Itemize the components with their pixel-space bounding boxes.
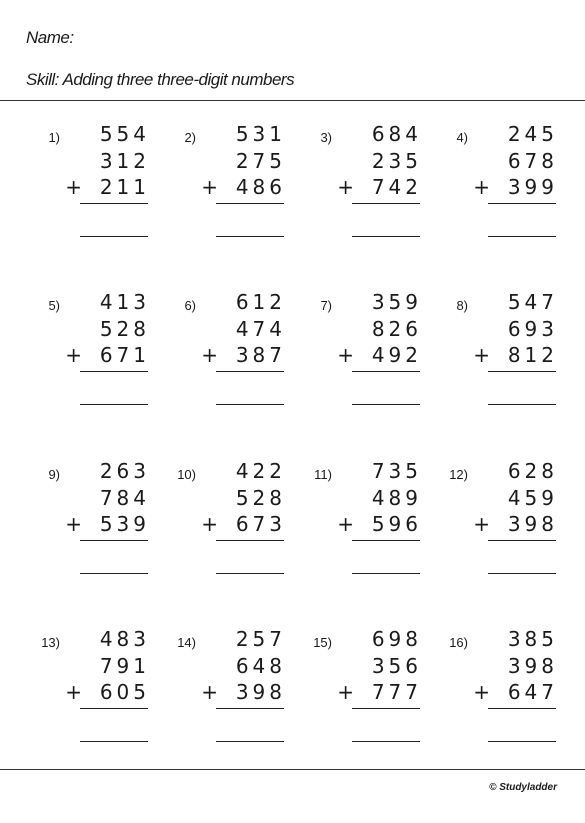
answer-blank[interactable] xyxy=(488,236,556,237)
problem-number: 7) xyxy=(320,298,332,313)
second-addend: 528 xyxy=(235,486,286,510)
problem-item xyxy=(438,290,558,420)
plus-sign: + xyxy=(337,512,354,536)
plus-sign: + xyxy=(65,680,82,704)
sum-rule xyxy=(80,540,148,541)
plus-sign: + xyxy=(65,175,82,199)
plus-sign: + xyxy=(337,680,354,704)
third-addend: 673 xyxy=(235,512,286,536)
problem-item xyxy=(30,627,150,757)
problem-number: 2) xyxy=(184,130,196,145)
answer-blank[interactable] xyxy=(352,236,420,237)
third-addend: 596 xyxy=(371,512,422,536)
problem-number: 14) xyxy=(177,635,196,650)
first-addend: 684 xyxy=(371,122,422,146)
third-addend: 399 xyxy=(507,175,558,199)
problem-item xyxy=(438,627,558,757)
third-addend: 387 xyxy=(235,343,286,367)
third-addend: 492 xyxy=(371,343,422,367)
problem-item xyxy=(30,290,150,420)
second-addend: 459 xyxy=(507,486,558,510)
problem-item xyxy=(302,290,422,420)
problem-number: 4) xyxy=(456,130,468,145)
answer-blank[interactable] xyxy=(488,404,556,405)
plus-sign: + xyxy=(65,512,82,536)
answer-blank[interactable] xyxy=(352,741,420,742)
sum-rule xyxy=(488,708,556,709)
first-addend: 257 xyxy=(235,627,286,651)
problem-number: 16) xyxy=(449,635,468,650)
plus-sign: + xyxy=(201,175,218,199)
second-addend: 489 xyxy=(371,486,422,510)
answer-blank[interactable] xyxy=(216,573,284,574)
problem-number: 3) xyxy=(320,130,332,145)
footer-divider xyxy=(0,769,585,770)
sum-rule xyxy=(488,371,556,372)
first-addend: 628 xyxy=(507,459,558,483)
problem-number: 5) xyxy=(48,298,60,313)
problem-number: 8) xyxy=(456,298,468,313)
problem-item xyxy=(30,459,150,589)
second-addend: 528 xyxy=(99,317,150,341)
third-addend: 742 xyxy=(371,175,422,199)
sum-rule xyxy=(80,203,148,204)
problem-item xyxy=(302,459,422,589)
third-addend: 486 xyxy=(235,175,286,199)
third-addend: 211 xyxy=(99,175,150,199)
problem-number: 11) xyxy=(314,467,332,482)
second-addend: 356 xyxy=(371,654,422,678)
plus-sign: + xyxy=(201,343,218,367)
first-addend: 698 xyxy=(371,627,422,651)
problem-item xyxy=(166,627,286,757)
problem-item xyxy=(166,122,286,252)
first-addend: 385 xyxy=(507,627,558,651)
second-addend: 826 xyxy=(371,317,422,341)
problem-number: 6) xyxy=(184,298,196,313)
problem-item xyxy=(438,122,558,252)
problem-item xyxy=(166,459,286,589)
first-addend: 554 xyxy=(99,122,150,146)
answer-blank[interactable] xyxy=(80,404,148,405)
sum-rule xyxy=(352,371,420,372)
second-addend: 312 xyxy=(99,149,150,173)
second-addend: 678 xyxy=(507,149,558,173)
plus-sign: + xyxy=(473,343,490,367)
answer-blank[interactable] xyxy=(216,404,284,405)
plus-sign: + xyxy=(473,512,490,536)
first-addend: 612 xyxy=(235,290,286,314)
first-addend: 422 xyxy=(235,459,286,483)
problem-item xyxy=(438,459,558,589)
sum-rule xyxy=(80,371,148,372)
plus-sign: + xyxy=(201,680,218,704)
first-addend: 547 xyxy=(507,290,558,314)
answer-blank[interactable] xyxy=(80,573,148,574)
sum-rule xyxy=(488,540,556,541)
sum-rule xyxy=(352,203,420,204)
sum-rule xyxy=(216,540,284,541)
problem-number: 1) xyxy=(48,130,60,145)
problem-item xyxy=(302,122,422,252)
second-addend: 791 xyxy=(99,654,150,678)
third-addend: 671 xyxy=(99,343,150,367)
problem-item xyxy=(30,122,150,252)
sum-rule xyxy=(216,371,284,372)
problem-item xyxy=(166,290,286,420)
sum-rule xyxy=(216,708,284,709)
problem-number: 9) xyxy=(48,467,60,482)
problem-item xyxy=(302,627,422,757)
plus-sign: + xyxy=(337,343,354,367)
first-addend: 359 xyxy=(371,290,422,314)
problem-number: 10) xyxy=(177,467,196,482)
answer-blank[interactable] xyxy=(352,404,420,405)
sum-rule xyxy=(216,203,284,204)
third-addend: 777 xyxy=(371,680,422,704)
second-addend: 275 xyxy=(235,149,286,173)
copyright-notice: © Studyladder xyxy=(489,782,557,793)
plus-sign: + xyxy=(473,680,490,704)
third-addend: 539 xyxy=(99,512,150,536)
second-addend: 398 xyxy=(507,654,558,678)
sum-rule xyxy=(488,203,556,204)
answer-blank[interactable] xyxy=(80,741,148,742)
second-addend: 235 xyxy=(371,149,422,173)
problem-number: 15) xyxy=(313,635,332,650)
second-addend: 474 xyxy=(235,317,286,341)
plus-sign: + xyxy=(65,343,82,367)
first-addend: 245 xyxy=(507,122,558,146)
first-addend: 735 xyxy=(371,459,422,483)
answer-blank[interactable] xyxy=(216,741,284,742)
answer-blank[interactable] xyxy=(80,236,148,237)
third-addend: 398 xyxy=(507,512,558,536)
third-addend: 647 xyxy=(507,680,558,704)
second-addend: 693 xyxy=(507,317,558,341)
plus-sign: + xyxy=(473,175,490,199)
plus-sign: + xyxy=(201,512,218,536)
second-addend: 784 xyxy=(99,486,150,510)
name-label: Name: xyxy=(26,28,74,47)
sum-rule xyxy=(352,540,420,541)
sum-rule xyxy=(352,708,420,709)
answer-blank[interactable] xyxy=(488,741,556,742)
sum-rule xyxy=(80,708,148,709)
problem-number: 12) xyxy=(449,467,468,482)
problem-number: 13) xyxy=(41,635,60,650)
third-addend: 605 xyxy=(99,680,150,704)
first-addend: 413 xyxy=(99,290,150,314)
header-divider xyxy=(0,100,585,101)
second-addend: 648 xyxy=(235,654,286,678)
third-addend: 398 xyxy=(235,680,286,704)
first-addend: 531 xyxy=(235,122,286,146)
answer-blank[interactable] xyxy=(352,573,420,574)
answer-blank[interactable] xyxy=(216,236,284,237)
plus-sign: + xyxy=(337,175,354,199)
third-addend: 812 xyxy=(507,343,558,367)
answer-blank[interactable] xyxy=(488,573,556,574)
first-addend: 483 xyxy=(99,627,150,651)
skill-label: Skill: Adding three three-digit numbers xyxy=(26,70,295,89)
first-addend: 263 xyxy=(99,459,150,483)
